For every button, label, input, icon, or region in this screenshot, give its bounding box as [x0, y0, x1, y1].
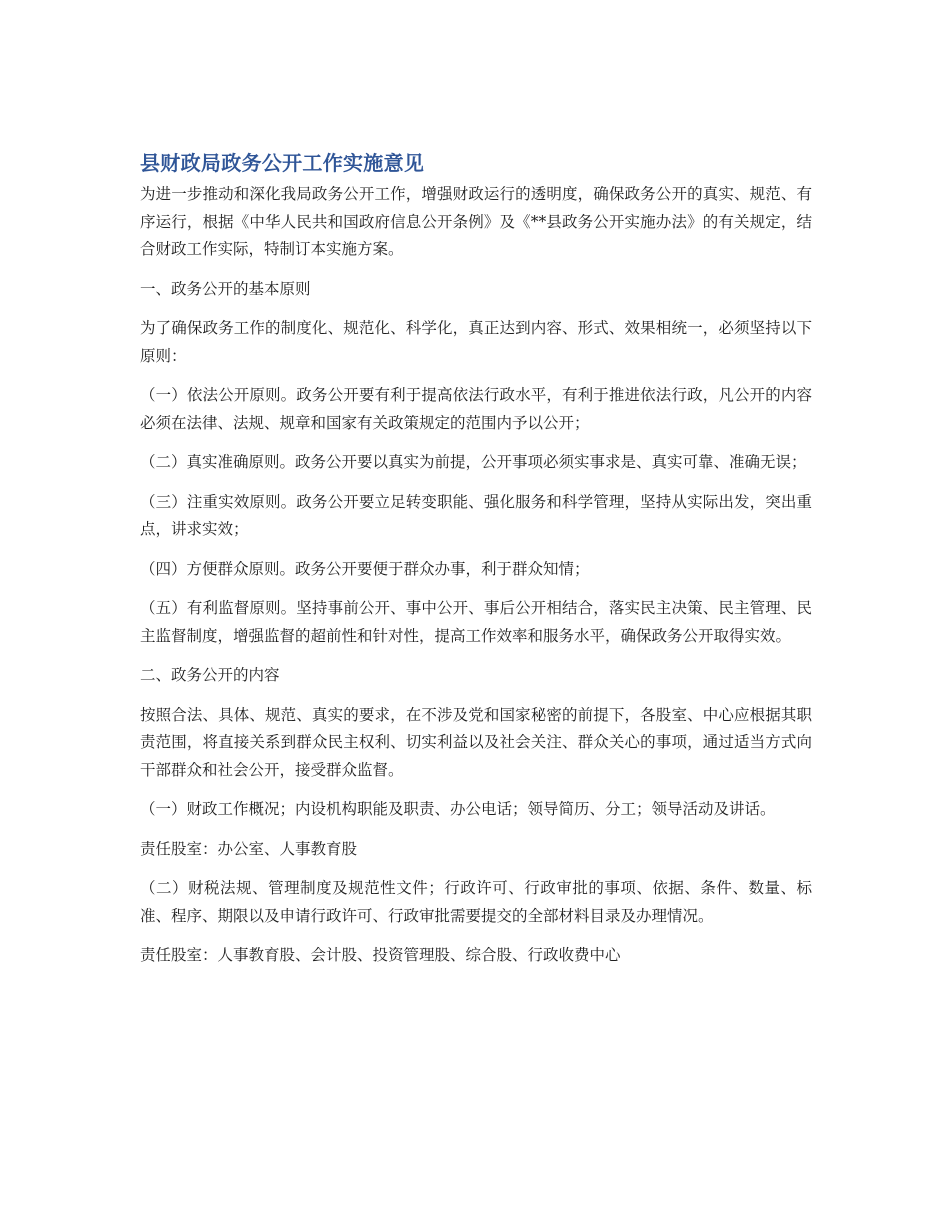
paragraph: 为了确保政务工作的制度化、规范化、科学化，真正达到内容、形式、效果相统一，必须坚持以下原则： — [140, 319, 812, 365]
content-item: （二）财税法规、管理制度及规范性文件；行政许可、行政审批的事项、依据、条件、数量、标准、程序、期限以及申请行政许可、行政审批需要提交的全部材料目录及办理情况。 — [140, 879, 812, 925]
paragraph: 按照合法、具体、规范、真实的要求，在不涉及党和国家秘密的前提下，各股室、中心应根据其职责范围，将直接关系到群众民主权利、切实利益以及社会关注、群众关心的事项，通过适当方式向干部群众和社会公开，接受群众监督。 — [140, 705, 812, 779]
section-heading-content: 二、政务公开的内容 — [140, 666, 280, 684]
principle-item: （一）依法公开原则。政务公开要有利于提高依法行政水平，有利于推进依法行政，凡公开的内容必须在法律、法规、规章和国家有关政策规定的范围内予以公开； — [140, 386, 812, 432]
section-heading-principles: 一、政务公开的基本原则 — [140, 279, 311, 298]
content-item: （一）财政工作概况；内设机构职能及职责、办公电话；领导简历、分工；领导活动及讲话。 — [140, 800, 776, 818]
intro-paragraph: 为进一步推动和深化我局政务公开工作，增强财政运行的透明度，确保政务公开的真实、规范、有序运行，根据《中华人民共和国政府信息公开条例》及《**县政务公开实施办法》的有关规定，结合财政工作实际，特制订本实施方案。 — [140, 185, 812, 258]
document-body — [140, 148, 812, 982]
responsible-office: 责任股室：人事教育股、会计股、投资管理股、综合股、行政收费中心 — [140, 946, 621, 964]
document-title: 县财政局政务公开工作实施意见 — [140, 151, 425, 175]
principle-item: （四）方便群众原则。政务公开要便于群众办事，利于群众知情； — [140, 559, 590, 578]
principle-item: （二）真实准确原则。政务公开要以真实为前提，公开事项必须实事求是、真实可靠、准确无误； — [140, 453, 807, 471]
responsible-office: 责任股室：办公室、人事教育股 — [140, 839, 358, 858]
principle-item: （三）注重实效原则。政务公开要立足转变职能、强化服务和科学管理，坚持从实际出发，突出重点，讲求实效； — [140, 492, 812, 538]
principle-item: （五）有利监督原则。坚持事前公开、事中公开、事后公开相结合，落实民主决策、民主管理、民主监督制度，增强监督的超前性和针对性，提高工作效率和服务水平，确保政务公开取得实效。 — [140, 599, 812, 645]
